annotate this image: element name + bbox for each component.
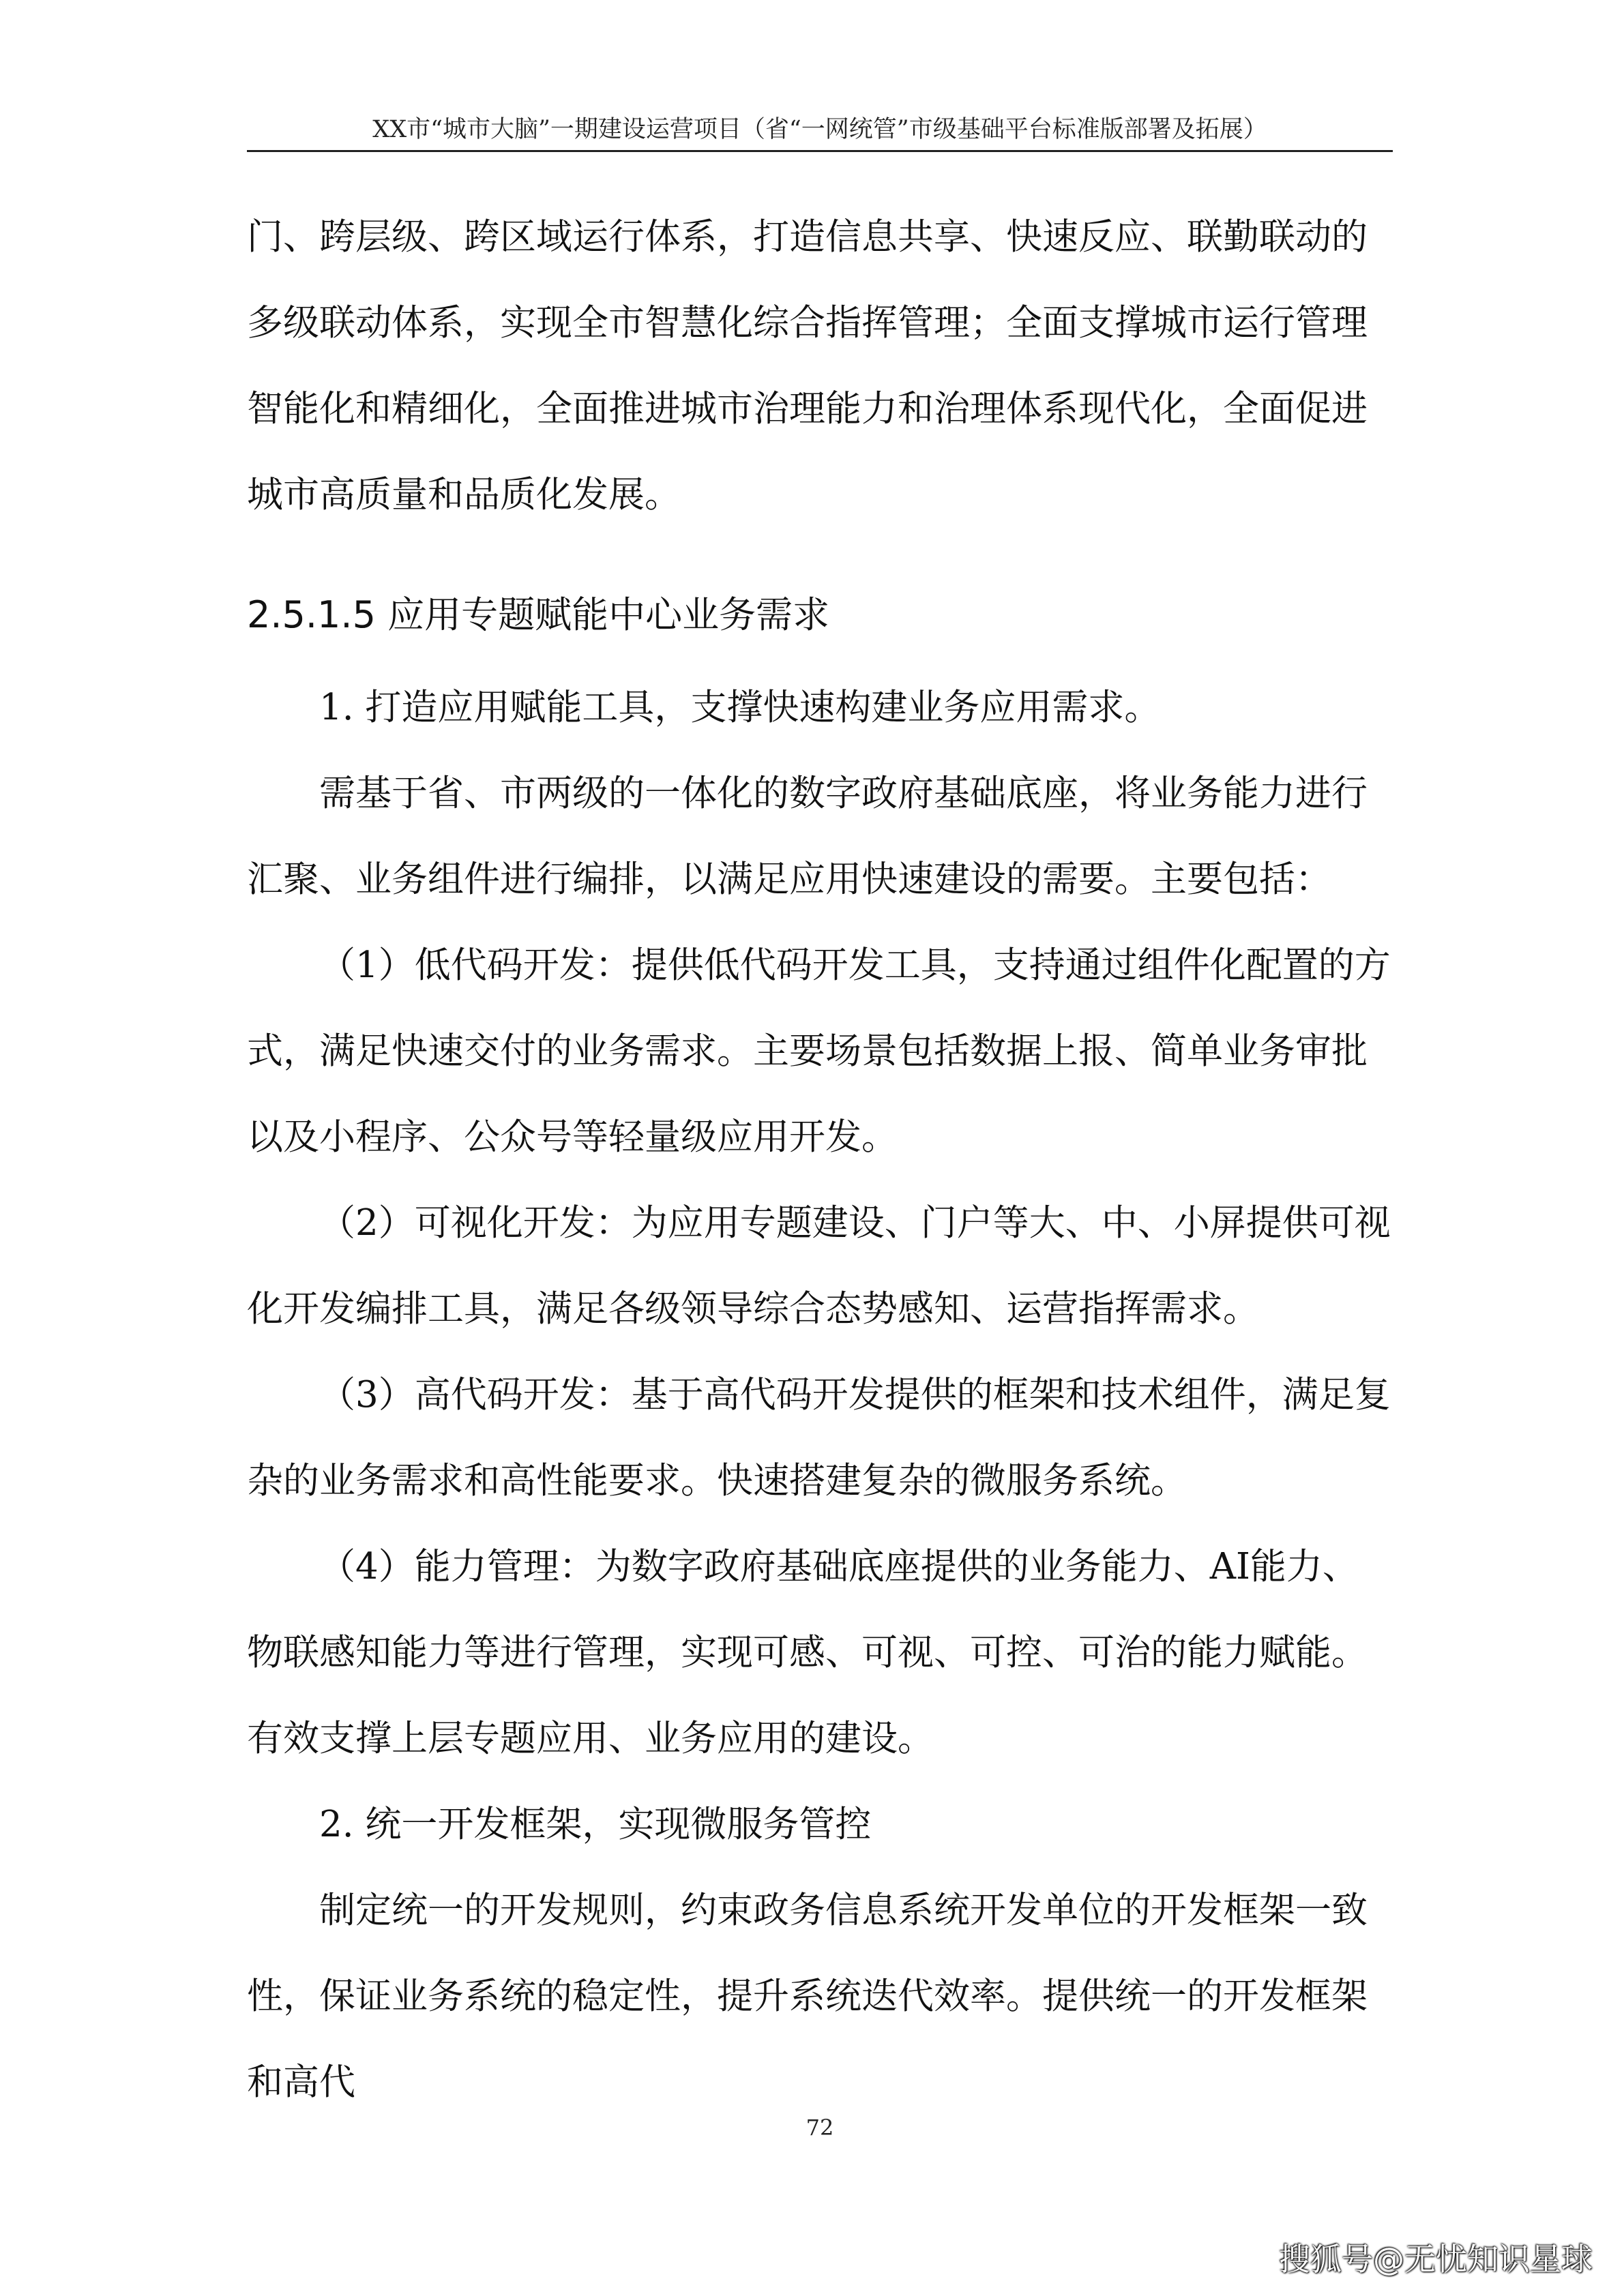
list-item-capability-management: （4）能力管理：为数字政府基础底座提供的业务能力、AI能力、物联感知能力等进行管理，实现可感、可视、可控、可治的能力赋能。有效支撑上层专题应用、业务应用的建设。 (247, 1546, 1368, 1759)
section-heading: 2.5.1.5 应用专题赋能中心业务需求 (247, 593, 830, 636)
page-header: XX市“城市大脑”一期建设运营项目（省“一网统管”市级基础平台标准版部署及拓展） (372, 116, 1267, 143)
list-item-visual-dev: （2）可视化开发：为应用专题建设、门户等大、中、小屏提供可视化开发编排工具，满足各级领导综合态势感知、运营指挥需求。 (247, 1202, 1391, 1330)
document-body (247, 194, 1393, 2126)
body-paragraph: 需基于省、市两级的一体化的数字政府基础底座，将业务能力进行汇聚、业务组件进行编排，以满足应用快速建设的需要。主要包括： (247, 773, 1368, 900)
numbered-heading-1: 1. 打造应用赋能工具，支撑快速构建业务应用需求。 (319, 687, 1161, 728)
watermark-text: 搜狐号@无忧知识星球 (1279, 2241, 1593, 2278)
body-paragraph-continued: 门、跨层级、跨区域运行体系，打造信息共享、快速反应、联勤联动的多级联动体系，实现全市智慧化综合指挥管理；全面支撑城市运行管理智能化和精细化，全面推进城市治理能力和治理体系现代化，全面促进城市高质量和品质化发展。 (247, 216, 1368, 516)
body-paragraph: 制定统一的开发规则，约束政务信息系统开发单位的开发框架一致性，保证业务系统的稳定性，提升系统迭代效率。提供统一的开发框架和高代 (247, 1890, 1368, 2103)
list-item-low-code: （1）低代码开发：提供低代码开发工具，支持通过组件化配置的方式，满足快速交付的业务需求。主要场景包括数据上报、简单业务审批以及小程序、公众号等轻量级应用开发。 (247, 944, 1391, 1158)
numbered-heading-2: 2. 统一开发框架，实现微服务管控 (319, 1804, 872, 1845)
page-number: 72 (806, 2115, 834, 2141)
header-rule (247, 150, 1393, 152)
list-item-high-code: （3）高代码开发：基于高代码开发提供的框架和技术组件，满足复杂的业务需求和高性能要求。快速搭建复杂的微服务系统。 (247, 1374, 1391, 1502)
